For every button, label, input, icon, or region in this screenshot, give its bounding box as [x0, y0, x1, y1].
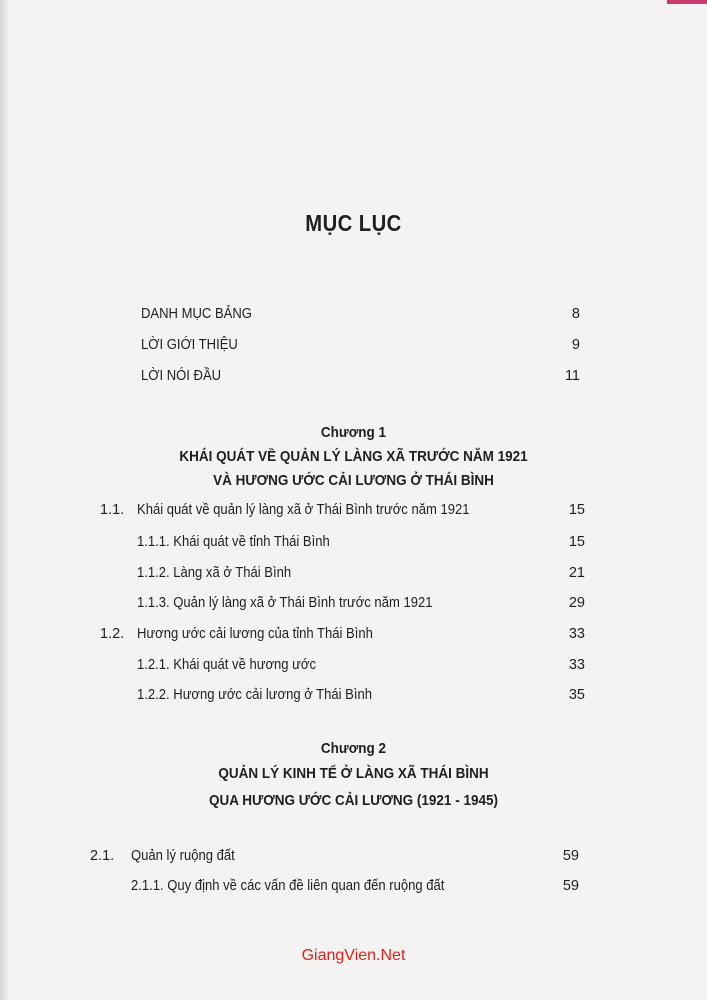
toc-entry-1-2-2[interactable] — [137, 687, 585, 709]
toc-entry-page: 15 — [568, 534, 585, 550]
toc-entry-label: 1.1.2. Làng xã ở Thái Bình — [137, 565, 292, 581]
section-number: 1.1. — [100, 502, 125, 518]
toc-entry-page: 29 — [568, 595, 585, 611]
toc-entry-label: 1.1.1. Khái quát về tỉnh Thái Bình — [137, 534, 330, 550]
chapter-2-title-line-2: QUA HƯƠNG ƯỚC CẢI LƯƠNG (1921 - 1945) — [209, 792, 498, 809]
chapter-1-title-line-1: KHÁI QUÁT VỀ QUẢN LÝ LÀNG XÃ TRƯỚC NĂM 1921 — [179, 448, 528, 465]
toc-entry-danh-muc-bang[interactable] — [141, 306, 580, 328]
chapter-2-title-line-1: QUẢN LÝ KINH TẾ Ở LÀNG XÃ THÁI BÌNH — [218, 765, 489, 782]
toc-entry-label: LỜI GIỚI THIỆU — [141, 337, 238, 353]
chapter-2-heading: Chương 2 — [320, 740, 387, 757]
toc-entry-label: Quản lý ruộng đất — [131, 848, 235, 864]
toc-entry-2-1-1[interactable] — [131, 878, 579, 900]
toc-entry-label: DANH MỤC BẢNG — [141, 306, 252, 322]
watermark: GiangVien.Net — [301, 947, 406, 964]
toc-entry-1-1[interactable] — [137, 502, 585, 524]
toc-entry-page: 9 — [571, 337, 580, 353]
toc-entry-label: Khái quát về quản lý làng xã ở Thái Bình trước năm 1921 — [137, 502, 470, 518]
toc-entry-page: 11 — [564, 368, 580, 384]
toc-entry-page: 21 — [568, 565, 585, 581]
section-number: 1.2. — [100, 626, 125, 642]
toc-entry-label: 2.1.1. Quy định về các vấn đề liên quan đến ruộng đất — [131, 878, 445, 894]
chapter-1-title-line-2: VÀ HƯƠNG ƯỚC CẢI LƯƠNG Ở THÁI BÌNH — [213, 472, 494, 489]
chapter-1-heading: Chương 1 — [320, 424, 387, 441]
toc-entry-1-1-3[interactable] — [137, 595, 585, 617]
toc-entry-2-1[interactable] — [131, 848, 579, 870]
toc-entry-loi-gioi-thieu[interactable] — [141, 337, 580, 359]
toc-entry-label: Hương ước cải lương của tỉnh Thái Bình — [137, 626, 373, 642]
toc-entry-page: 33 — [568, 657, 585, 673]
section-number: 2.1. — [90, 848, 115, 864]
toc-entry-page: 33 — [568, 626, 585, 642]
toc-entry-1-2-1[interactable] — [137, 657, 585, 679]
toc-entry-page: 8 — [571, 306, 580, 322]
toc-entry-label: LỜI NÓI ĐẦU — [141, 368, 222, 384]
toc-entry-label: 1.1.3. Quản lý làng xã ở Thái Bình trước năm 1921 — [137, 595, 433, 611]
toc-entry-1-1-1[interactable] — [137, 534, 585, 556]
corner-mark — [667, 0, 707, 4]
toc-entry-1-2[interactable] — [137, 626, 585, 648]
toc-entry-label: 1.2.1. Khái quát về hương ước — [137, 657, 316, 673]
toc-title: MỤC LỤC — [305, 210, 402, 236]
page-edge — [0, 0, 10, 1000]
toc-entry-1-1-2[interactable] — [137, 565, 585, 587]
toc-entry-page: 59 — [562, 848, 579, 864]
toc-entry-page: 59 — [562, 878, 579, 894]
toc-entry-label: 1.2.2. Hương ước cải lương ở Thái Bình — [137, 687, 373, 703]
toc-entry-page: 15 — [568, 502, 585, 518]
toc-entry-page: 35 — [568, 687, 585, 703]
toc-entry-loi-noi-dau[interactable] — [141, 368, 580, 390]
